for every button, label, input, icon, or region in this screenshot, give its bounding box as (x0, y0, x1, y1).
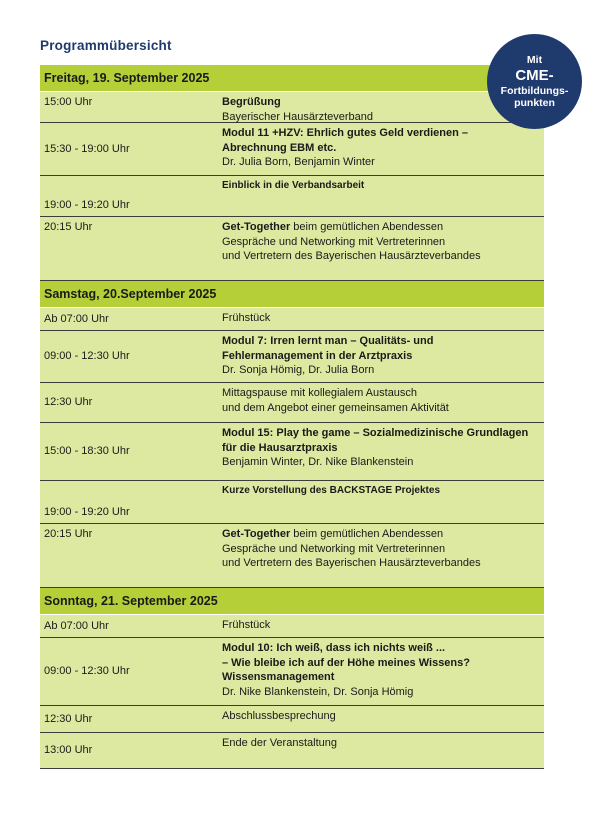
description-cell (222, 733, 544, 768)
description-cell (222, 383, 544, 422)
time-label: 15:00 Uhr (44, 96, 93, 108)
time-cell (40, 383, 222, 422)
time-cell (40, 123, 222, 175)
description-line: Gespräche und Networking mit Vertreterinnen (222, 542, 446, 555)
time-label: 19:00 - 19:20 Uhr (44, 505, 130, 518)
description-line: Frühstück (222, 619, 271, 631)
description-line: Kurze Vorstellung des BACKSTAGE Projektes (222, 485, 441, 496)
get-together-label: Get-Together (222, 528, 291, 540)
description-line: Frühstück (222, 312, 271, 324)
time-cell (40, 176, 222, 216)
description-line: Abrechnung EBM etc. (222, 141, 337, 154)
time-cell (40, 733, 222, 768)
description-line: Modul 10: Ich weiß, dass ich nichts weiß ... (222, 642, 446, 654)
description-line: Dr. Julia Born, Benjamin Winter (222, 156, 375, 168)
description-line: Modul 7: Irren lernt man – Qualitäts- und (222, 335, 434, 347)
description-cell (222, 638, 544, 705)
time-cell (40, 615, 222, 637)
time-label: 20:15 Uhr (44, 221, 93, 233)
time-cell (40, 638, 222, 705)
description-cell (222, 706, 544, 732)
time-cell (40, 331, 222, 382)
description-line: Dr. Nike Blankenstein, Dr. Sonja Hömig (222, 685, 414, 698)
description-line (222, 220, 544, 235)
time-cell (40, 481, 222, 523)
description-line: Dr. Sonja Hömig, Dr. Julia Born (222, 364, 375, 376)
cme-badge (487, 34, 582, 129)
schedule-row (40, 123, 544, 176)
day-header: Freitag, 19. September 2025 (40, 65, 544, 92)
description-line: Modul 11 +HZV: Ehrlich gutes Geld verdienen – (222, 127, 469, 139)
schedule-row (40, 481, 544, 524)
description-line: für die Hausarztpraxis (222, 441, 338, 454)
time-label: 13:00 Uhr (44, 744, 93, 757)
schedule-row (40, 383, 544, 423)
time-label: 09:00 - 12:30 Uhr (44, 350, 130, 363)
time-label: 19:00 - 19:20 Uhr (44, 198, 130, 211)
description-line: Bayerischer Hausärzteverband (222, 110, 374, 123)
time-label: 09:00 - 12:30 Uhr (44, 665, 130, 678)
description-cell (222, 123, 544, 175)
time-cell (40, 423, 222, 480)
description-line: und Vertretern des Bayerischen Hausärzteverbandes (222, 250, 481, 262)
day-header: Samstag, 20.September 2025 (40, 281, 544, 308)
schedule-row (40, 524, 544, 588)
schedule-row (40, 331, 544, 383)
description-line: und dem Angebot einer gemeinsamen Aktivität (222, 401, 449, 414)
description-line: Benjamin Winter, Dr. Nike Blankenstein (222, 456, 414, 468)
description-line: Begrüßung (222, 96, 281, 108)
description-line: Mittagspause mit kollegialem Austausch (222, 387, 418, 399)
time-cell (40, 308, 222, 330)
time-label: 15:00 - 18:30 Uhr (44, 445, 130, 458)
description-text: beim gemütlichen Abendessen (290, 221, 444, 233)
description-line: Fehlermanagement in der Arztpraxis (222, 349, 413, 362)
description-line: Einblick in die Verbandsarbeit (222, 180, 365, 191)
description-line: Ende der Veranstaltung (222, 737, 337, 749)
description-line: Gespräche und Networking mit Vertreterinnen (222, 235, 446, 248)
get-together-label: Get-Together (222, 221, 291, 233)
time-label: 12:30 Uhr (44, 712, 93, 725)
time-label: 15:30 - 19:00 Uhr (44, 142, 130, 155)
description-line: Modul 15: Play the game – Sozialmedizinische Grundlagen (222, 427, 529, 439)
description-cell (222, 524, 544, 587)
time-cell (40, 524, 222, 587)
badge-line-2: CME- (515, 66, 554, 84)
time-label: Ab 07:00 Uhr (44, 312, 109, 325)
schedule-row (40, 176, 544, 217)
description-cell (222, 331, 544, 382)
program-table (40, 65, 544, 769)
badge-line-4: punkten (514, 97, 555, 110)
description-cell (222, 176, 544, 216)
time-cell (40, 217, 222, 280)
description-line: Wissensmanagement (222, 671, 335, 683)
badge-line-3: Fortbildungs- (500, 85, 569, 98)
schedule-row (40, 308, 544, 331)
description-line: Abschlussbesprechung (222, 710, 336, 722)
time-cell (40, 706, 222, 732)
schedule-row (40, 217, 544, 281)
schedule-row (40, 638, 544, 706)
schedule-row (40, 615, 544, 638)
description-cell (222, 217, 544, 280)
description-cell (222, 481, 544, 523)
schedule-row (40, 423, 544, 481)
time-cell (40, 92, 222, 122)
description-cell (222, 615, 544, 637)
schedule-row (40, 706, 544, 733)
program-title: Programmübersicht (40, 38, 172, 53)
description-line (222, 527, 544, 542)
description-line: und Vertretern des Bayerischen Hausärzteverbandes (222, 557, 481, 569)
day-header: Sonntag, 21. September 2025 (40, 588, 544, 615)
description-text: beim gemütlichen Abendessen (290, 528, 444, 540)
time-label: Ab 07:00 Uhr (44, 619, 109, 632)
schedule-row (40, 92, 544, 123)
description-cell (222, 423, 544, 480)
description-cell (222, 308, 544, 330)
time-label: 20:15 Uhr (44, 528, 93, 540)
time-label: 12:30 Uhr (44, 396, 93, 409)
schedule-row (40, 733, 544, 769)
badge-line-1: Mit (526, 53, 543, 66)
description-line: – Wie bleibe ich auf der Höhe meines Wissens? (222, 656, 470, 669)
